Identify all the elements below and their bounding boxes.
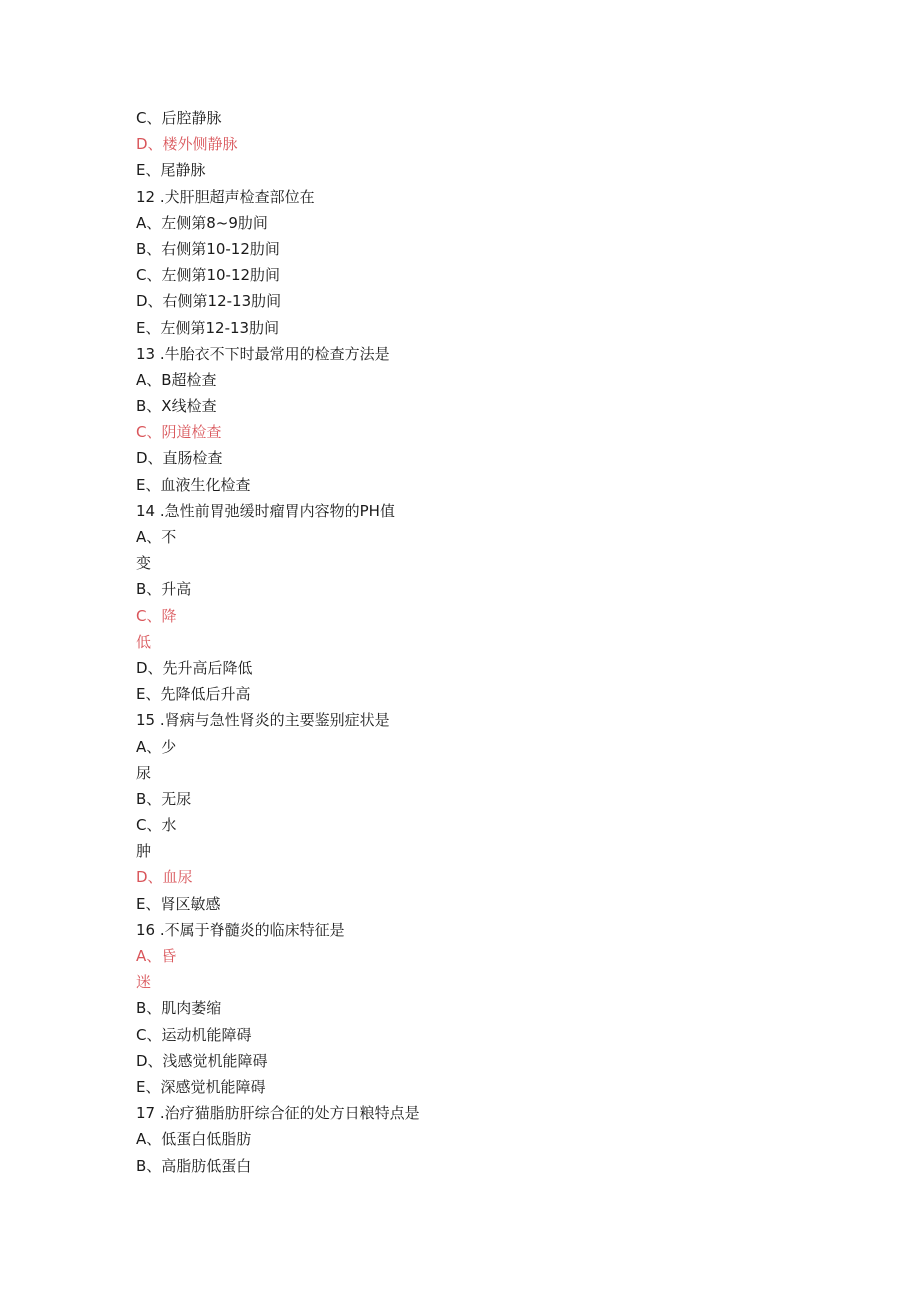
text-line: D、直肠检查 [136,449,223,468]
text-line: C、水 [136,816,177,835]
answer-line: 迷 [136,973,152,992]
text-line: E、尾静脉 [136,161,206,180]
answer-line: 低 [136,632,152,651]
text-line: B、升高 [136,580,192,599]
text-line: B、肌肉萎缩 [136,999,222,1018]
question-list [136,105,420,1179]
text-line: 尿 [136,763,152,782]
text-line: C、后腔静脉 [136,109,222,127]
text-line: 13 .牛胎衣不下时最常用的检查方法是 [136,344,390,363]
text-line: A、B超检查 [136,370,217,389]
text-line: 15 .肾病与急性肾炎的主要鉴别症状是 [136,711,390,730]
text-line: 17 .治疗猫脂肪肝综合征的处方日粮特点是 [136,1104,420,1123]
text-line: B、高脂肪低蛋白 [136,1156,252,1175]
text-line: B、无尿 [136,789,192,808]
answer-line: A、昏 [136,947,177,965]
text-line: E、深感觉机能障碍 [136,1077,266,1096]
text-line: A、少 [136,737,177,756]
text-line: A、左侧第8~9肋间 [136,213,268,232]
text-line: D、右侧第12-13肋间 [136,292,282,311]
text-line: 14 .急性前胃弛缓时瘤胃内容物的PH值 [136,501,395,520]
text-line: D、先升高后降低 [136,658,253,677]
text-line: A、不 [136,528,177,546]
text-line: E、肾区敏感 [136,894,221,913]
text-line: 变 [136,554,152,573]
answer-line: C、阴道检查 [136,423,222,442]
text-line: E、血液生化检查 [136,475,251,494]
answer-line: C、降 [136,606,177,625]
text-line: C、左侧第10-12肋间 [136,266,281,285]
answer-line: D、血尿 [136,868,193,887]
text-line: E、先降低后升高 [136,685,251,704]
text-line: B、X线检查 [136,397,217,416]
text-line: 12 .犬肝胆超声检查部位在 [136,187,315,206]
text-line: A、低蛋白低脂肪 [136,1130,252,1149]
text-line: B、右侧第10-12肋间 [136,239,280,258]
text-line: C、运动机能障碍 [136,1025,252,1044]
text-line: 肿 [136,842,152,861]
text-line: 16 .不属于脊髓炎的临床特征是 [136,920,345,939]
answer-line: D、楼外侧静脉 [136,135,238,154]
text-line: D、浅感觉机能障碍 [136,1051,268,1070]
text-line: E、左侧第12-13肋间 [136,318,280,337]
